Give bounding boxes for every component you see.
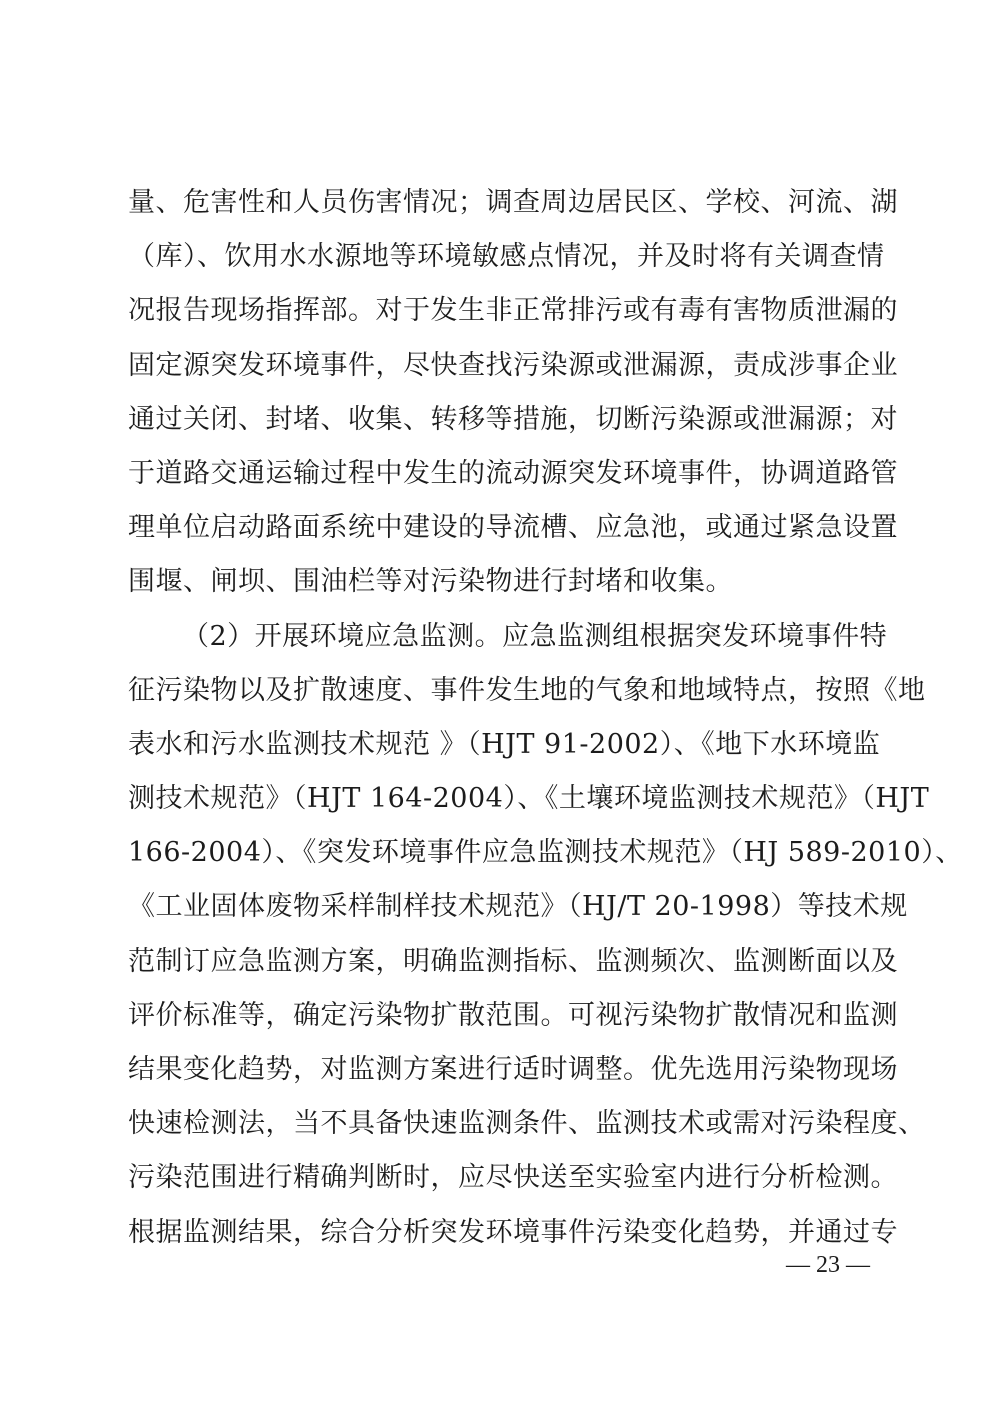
text-line: 《工业固体废物采样制样技术规范》（HJ/T 20-1998）等技术规: [128, 891, 908, 923]
text-line: 表水和污水监测技术规范 》（HJT 91-2002）、《地下水环境监: [128, 728, 881, 760]
page-number: — 23 —: [786, 1252, 870, 1278]
text-line: 评价标准等，确定污染物扩散范围。可视污染物扩散情况和监测: [128, 999, 898, 1031]
text-line: （库）、饮用水水源地等环境敏感点情况，并及时将有关调查情: [128, 241, 885, 273]
text-line: 结果变化趋势，对监测方案进行适时调整。优先选用污染物现场: [128, 1054, 898, 1085]
text-line: 快速检测法，当不具备快速监测条件、监测技术或需对污染程度、: [128, 1108, 926, 1140]
paragraph-start-line: （2）开展环境应急监测。应急监测组根据突发环境事件特: [182, 620, 888, 652]
text-line: 量、危害性和人员伤害情况；调查周边居民区、学校、河流、湖: [128, 187, 898, 218]
text-line: 征污染物以及扩散速度、事件发生地的气象和地域特点，按照《地: [128, 674, 926, 706]
text-line: 围堰、闸坝、围油栏等对污染物进行封堵和收集。: [128, 566, 733, 598]
text-line: 况报告现场指挥部。对于发生非正常排污或有毒有害物质泄漏的: [128, 295, 898, 327]
text-line: 理单位启动路面系统中建设的导流槽、应急池，或通过紧急设置: [128, 512, 898, 544]
text-line: 测技术规范》（HJT 164-2004）、《土壤环境监测技术规范》（HJT: [128, 783, 930, 815]
text-line: 通过关闭、封堵、收集、转移等措施，切断污染源或泄漏源；对: [128, 403, 898, 435]
text-line: 166-2004）、《突发环境事件应急监测技术规范》（HJ 589-2010）、: [128, 837, 963, 869]
body-text: [128, 176, 963, 1260]
text-line: 于道路交通运输过程中发生的流动源突发环境事件，协调道路管: [128, 457, 898, 489]
text-line: 固定源突发环境事件，尽快查找污染源或泄漏源，责成涉事企业: [128, 349, 898, 381]
text-line: 范制订应急监测方案，明确监测指标、监测频次、监测断面以及: [128, 945, 898, 977]
text-line: 根据监测结果，综合分析突发环境事件污染变化趋势，并通过专: [128, 1216, 898, 1248]
text-line: 污染范围进行精确判断时，应尽快送至实验室内进行分析检测。: [128, 1162, 898, 1194]
